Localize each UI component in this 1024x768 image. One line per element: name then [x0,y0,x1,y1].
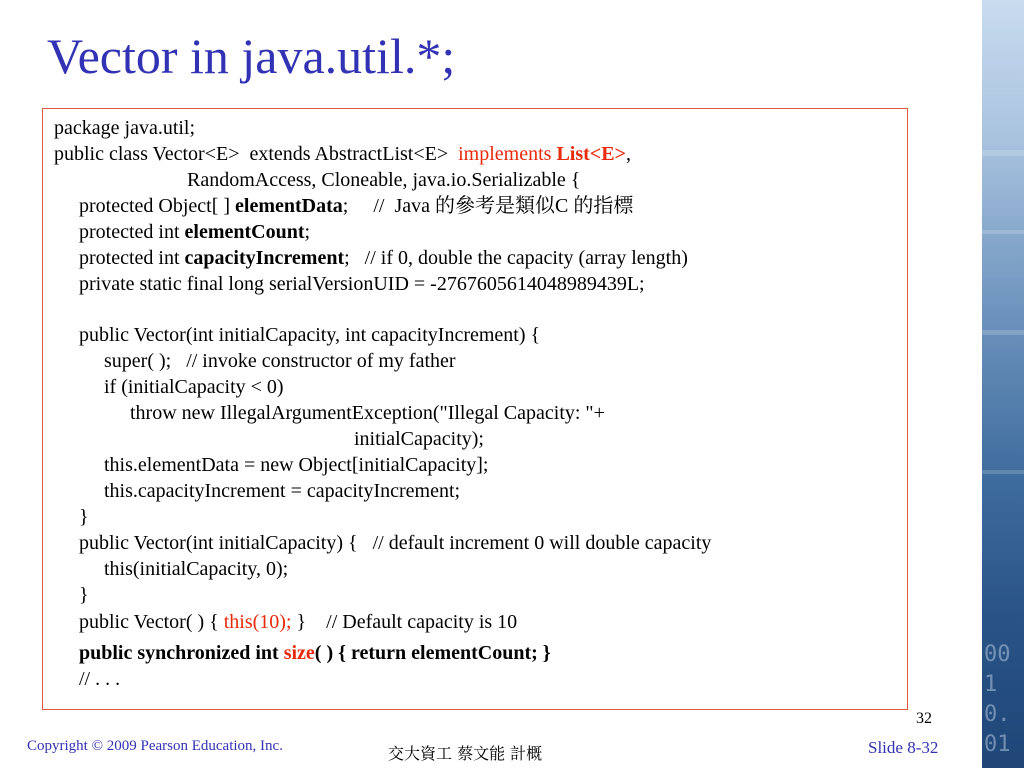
code-comment: } // Default capacity is 10 [291,611,518,633]
code-line-16: public Vector(int initialCapacity) { // default increment 0 will double capacity [79,532,712,554]
code-text: public class Vector<E> extends AbstractList<E> [54,143,459,165]
code-text: public synchronized int [79,642,284,664]
size-method: size [283,642,315,664]
course-label: 交大資工 蔡文能 計概 [388,744,543,763]
code-line-1: package java.util; [54,117,196,139]
code-text: protected int [79,221,185,243]
binary-watermark: 00 1 0. 01 [984,642,1011,757]
page-number: 32 [916,710,932,727]
code-line-14: this.capacityIncrement = capacityIncrement; [104,480,461,502]
slide-label: Slide 8-32 [868,738,939,757]
field-elementdata: elementData [235,195,343,217]
field-capacityincrement: capacityIncrement [184,247,345,269]
code-text: ; [304,221,311,243]
copyright-text: Copyright © 2009 Pearson Education, Inc. [27,738,283,754]
code-line-21: // . . . [79,668,121,690]
code-text: protected Object[ ] [79,195,236,217]
code-line-4 [79,193,633,219]
this-call: this(10); [223,611,292,633]
code-line-10: if (initialCapacity < 0) [104,376,284,398]
field-elementcount: elementCount [184,221,305,243]
code-line-7: private static final long serialVersionUID = -2767605614048989439L; [79,273,645,295]
code-line-13: this.elementData = new Object[initialCapacity]; [104,454,489,476]
code-line-17: this(initialCapacity, 0); [104,558,289,580]
code-comment: ; // Java 的參考是類似C 的指標 [342,195,634,217]
code-text: ( ) { return elementCount; } [314,642,551,664]
code-line-19 [79,609,517,635]
code-line-6 [79,245,688,271]
code-line-9: super( ); // invoke constructor of my father [104,350,456,372]
code-line-5 [79,219,310,245]
code-line-8: public Vector(int initialCapacity, int capacityIncrement) { [79,324,541,346]
code-line-11: throw new IllegalArgumentException("Illegal Capacity: "+ [130,402,605,424]
code-line-2 [54,141,631,167]
implements-keyword: implements [458,143,557,165]
code-line-18: } [79,584,89,606]
list-interface: List<E> [556,143,626,165]
code-text: , [625,143,631,165]
code-line-12: initialCapacity); [354,428,484,450]
code-text: public Vector( ) { [79,611,224,633]
code-line-20 [79,640,551,666]
code-line-3: RandomAccess, Cloneable, java.io.Serializable { [187,169,581,191]
decorative-side-strip [982,0,1024,768]
code-line-15: } [79,506,89,528]
code-text: protected int [79,247,185,269]
slide-title: Vector in java.util.*; [47,28,456,84]
code-comment: ; // if 0, double the capacity (array length) [344,247,688,269]
